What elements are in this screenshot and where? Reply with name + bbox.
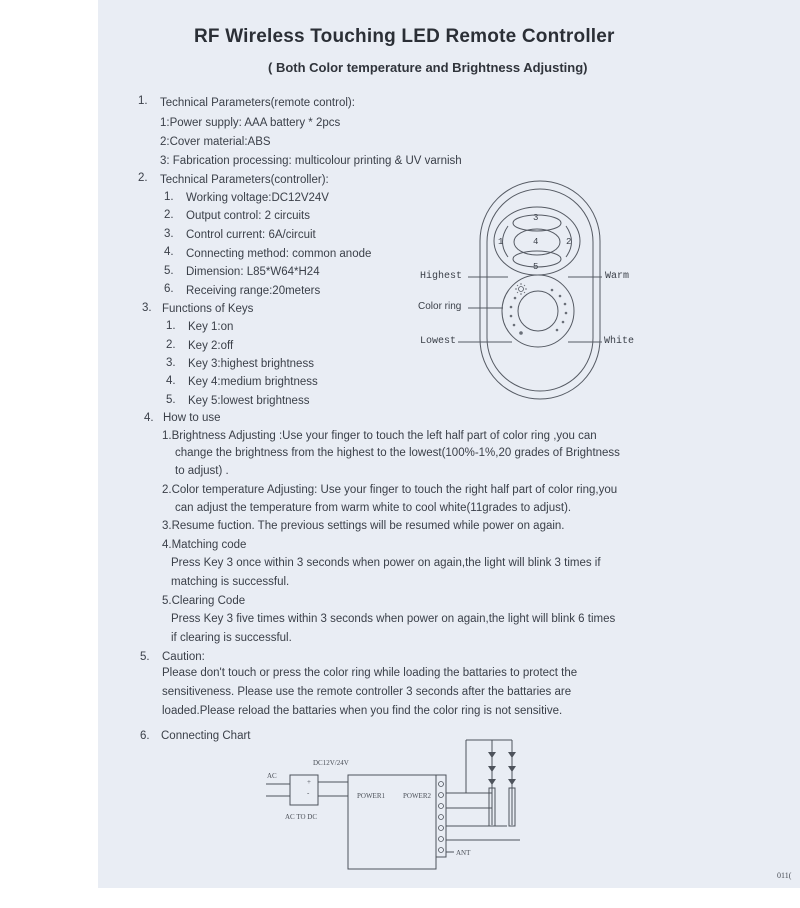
section-4-line: 5.Clearing Code [162,595,246,607]
section-3-item-number: 3. [166,357,176,369]
section-2-item-number: 5. [164,265,174,277]
key-2-label: 2 [566,237,572,247]
label-lowest: Lowest [420,336,457,347]
section-2-item-number: 1. [164,191,174,203]
wiring-power1-label: POWER1 [357,792,385,800]
section-4-line: to adjust) . [175,465,229,477]
section-4-line: can adjust the temperature from warm white to cool white(11grades to adjust). [175,502,572,514]
document-subtitle: ( Both Color temperature and Brightness Adjusting) [268,60,588,75]
key-3-label: 3 [533,213,539,223]
section-3-item-number: 5. [166,394,176,406]
label-color-ring: Color ring [418,301,462,312]
wiring-minus-label: - [307,789,310,797]
section-3-number: 3. [142,302,152,314]
section-4-line: 4.Matching code [162,539,247,551]
section-2-item: Output control: 2 circuits [186,210,310,222]
section-5-line: Please don't touch or press the color ring while loading the battaries to protect the [162,667,578,679]
section-4-line: Press Key 3 five times within 3 seconds when power on again,the light will blink 6 times [171,613,616,625]
section-5-heading: Caution: [162,651,205,663]
wiring-ac-label: AC [267,772,277,780]
wiring-ac-to-dc-label: AC TO DC [285,813,318,821]
ac-dc-adapter [290,775,318,805]
section-3-item-number: 2. [166,339,176,351]
section-6-number: 6. [140,730,150,742]
section-2-item: Receiving range:20meters [186,285,321,297]
section-2-item: Working voltage:DC12V24V [186,192,329,204]
label-highest: Highest [420,271,463,282]
section-4-heading: How to use [163,412,221,424]
section-1-heading: Technical Parameters(remote control): [160,97,355,109]
section-4-line: change the brightness from the highest to the lowest(100%-1%,20 grades of Brightness [175,447,620,459]
section-1-item: 2:Cover material:ABS [160,136,271,148]
section-2-heading: Technical Parameters(controller): [160,174,329,186]
section-2-item-number: 4. [164,246,174,258]
section-2-item: Control current: 6A/circuit [186,229,316,241]
section-2-item-number: 6. [164,283,174,295]
section-5-line: loaded.Please reload the battaries when you find the color ring is not sensitive. [162,705,563,717]
section-4-number: 4. [144,412,154,424]
label-white: White [604,336,635,347]
wiring-plus-label: + [307,778,311,786]
label-warm: Warm [605,271,630,282]
section-2-item-number: 3. [164,228,174,240]
section-4-line: 3.Resume fuction. The previous settings will be resumed while power on again. [162,520,565,532]
section-6-heading: Connecting Chart [161,730,251,742]
section-3-item-number: 1. [166,320,176,332]
section-2-number: 2. [138,172,148,184]
section-3-item-number: 4. [166,375,176,387]
section-5-number: 5. [140,651,150,663]
section-3-item: Key 1:on [188,321,234,333]
section-2-item: Dimension: L85*W64*H24 [186,266,320,278]
terminal-block [436,775,446,857]
section-4-line: matching is successful. [171,576,290,588]
section-4-line: 1.Brightness Adjusting :Use your finger to touch the left half part of color ring ,you can [162,430,597,442]
section-3-item: Key 2:off [188,340,234,352]
wiring-ant-label: ANT [456,849,471,857]
section-1-item: 3: Fabrication processing: multicolour printing & UV varnish [160,155,462,167]
wiring-dc-label: DC12V/24V [313,759,349,767]
document-title: RF Wireless Touching LED Remote Controller [194,26,615,47]
section-4-line: if clearing is successful. [171,632,292,644]
section-4-line: Press Key 3 once within 3 seconds when power on again,the light will blink 3 times if [171,557,601,569]
section-1-number: 1. [138,95,148,107]
controller-box [348,775,436,869]
section-5-line: sensitiveness. Please use the remote controller 3 seconds after the battaries are [162,686,572,698]
key-4-label: 4 [533,237,539,247]
section-2-item: Connecting method: common anode [186,248,372,260]
section-3-item: Key 5:lowest brightness [188,395,310,407]
section-1-item: 1:Power supply: AAA battery * 2pcs [160,117,341,129]
section-4-line: 2.Color temperature Adjusting: Use your finger to touch the right half part of color ring,you [162,484,618,496]
footer-code: 011( [777,871,792,880]
section-3-heading: Functions of Keys [162,303,254,315]
wiring-power2-label: POWER2 [403,792,431,800]
key-1-label: 1 [498,237,504,247]
key-5-label: 5 [533,262,539,272]
section-2-item-number: 2. [164,209,174,221]
section-3-item: Key 4:medium brightness [188,376,318,388]
section-3-item: Key 3:highest brightness [188,358,314,370]
